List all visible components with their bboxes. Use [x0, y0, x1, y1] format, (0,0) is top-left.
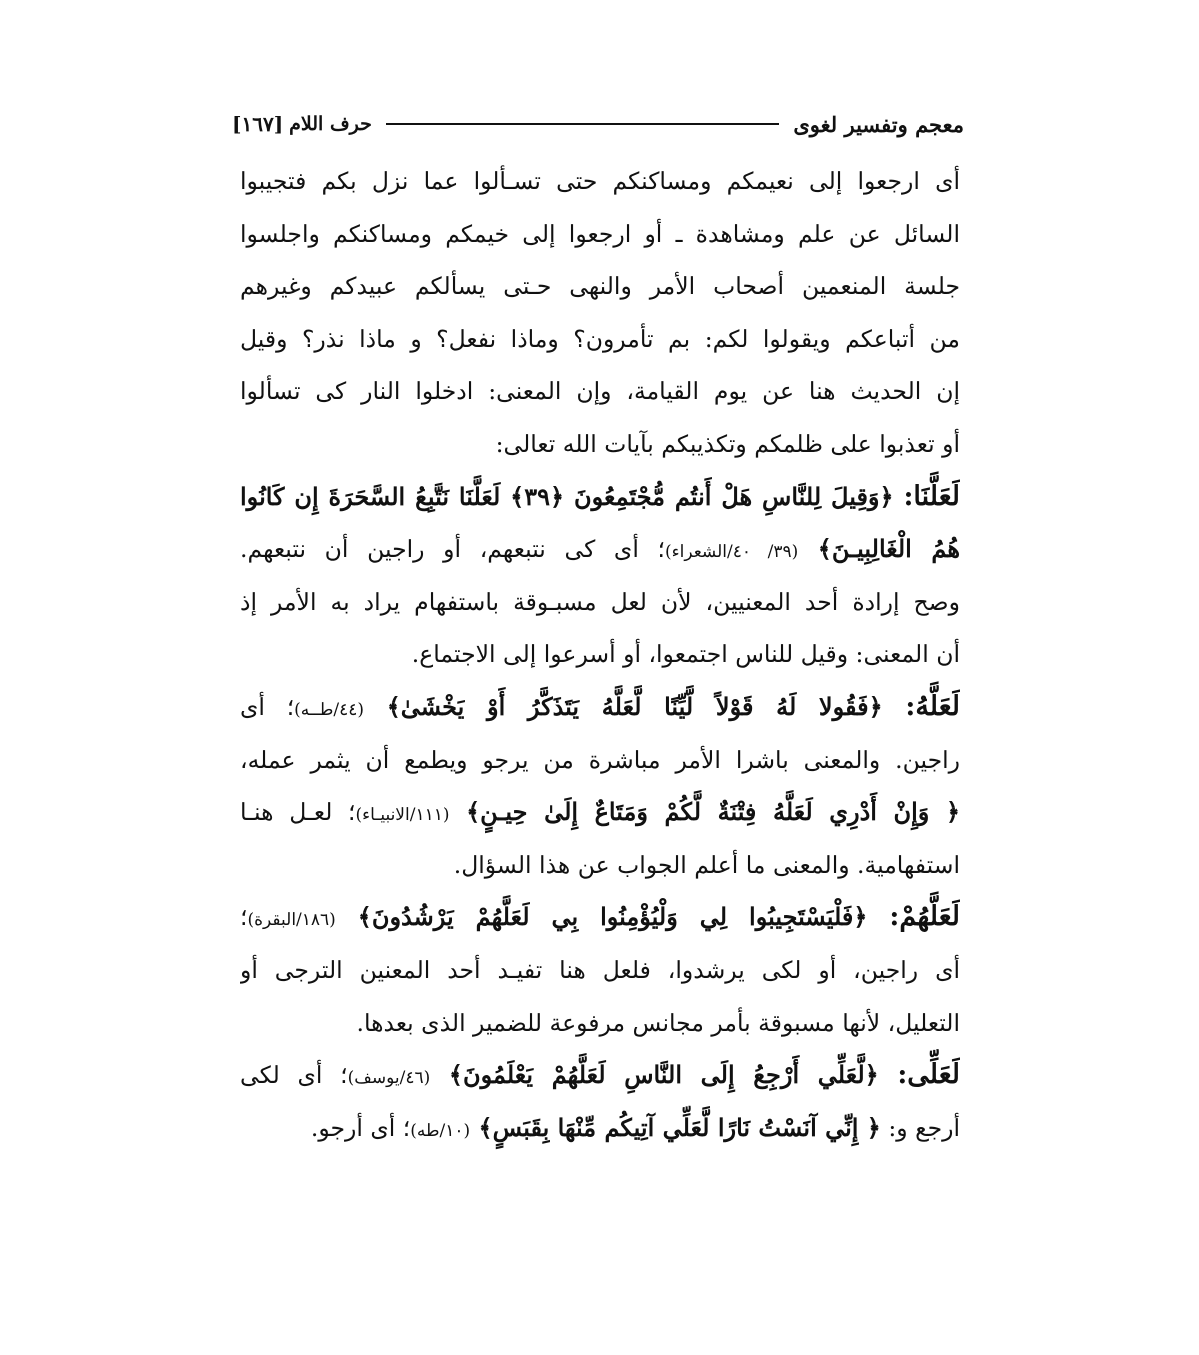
header-rule [386, 123, 779, 125]
body-text: وصح إرادة أحد المعنيين، لأن لعل مسبـوقة باستفهام يراد به الأمر إذ [240, 587, 960, 616]
text-line [240, 471, 960, 524]
text-line [240, 944, 960, 997]
text-line [240, 1102, 960, 1155]
body-text: ؛ [240, 903, 248, 932]
verse-reference: (١١١/الانبيـاء) [355, 805, 450, 826]
text-line [240, 260, 960, 313]
text-line [240, 523, 960, 576]
verse-reference: (٤٦/يوسف) [347, 1068, 431, 1089]
quran-verse: ﴿فَلْيَسْتَجِيبُوا لِي وَلْيُؤْمِنُوا بِي لَعَلَّهُمْ يَرْشُدُونَ﴾ [335, 902, 890, 932]
paragraph [240, 681, 960, 891]
text-line [240, 313, 960, 366]
verse-reference: (١٠/طه) [410, 1120, 471, 1141]
body-text: ؛ لعـل هنـا [240, 798, 356, 827]
entry-term: لَعَلِّى: [897, 1059, 960, 1091]
text-line [240, 1049, 960, 1102]
body-text: من أتباعكم ويقولوا لكم: بم تأمرون؟ وماذا نفعل؟ و ماذا نذر؟ وقيل [240, 324, 960, 353]
text-line [240, 839, 960, 892]
paragraph [240, 155, 960, 471]
book-title: معجم وتفسير لغوى [793, 111, 964, 137]
text-line [240, 891, 960, 944]
body-text: إن الحديث هنا عن يوم القيامة، وإن المعنى: ادخلوا النار كى تسألوا [240, 377, 960, 406]
body-text: ؛ أى لكى [240, 1061, 348, 1090]
body-text: أرجع و: [880, 1113, 960, 1142]
page-body [240, 155, 960, 1154]
text-line [240, 155, 960, 208]
text-line [240, 576, 960, 629]
body-text: أن المعنى: وقيل للناس اجتمعوا، أو أسرعوا إلى الاجتماع. [411, 640, 960, 669]
body-text: ؛ أى أرجو. [310, 1113, 411, 1142]
paragraph [240, 891, 960, 1049]
quran-verse: ﴿لَّعَلِّي أَرْجِعُ إِلَى النَّاسِ لَعَلَّهُمْ يَعْلَمُونَ﴾ [430, 1060, 898, 1090]
text-line [240, 628, 960, 681]
quran-verse: ﴿وَقِيلَ لِلنَّاسِ هَلْ أَنتُم مُّجْتَمِعُونَ ﴿٣٩﴾ لَعَلَّنَا نَتَّبِعُ السَّحَرَةَ إِن كَانُوا [240, 481, 904, 511]
body-text: استفهامية. والمعنى ما أعلم الجواب عن هذا السؤال. [453, 850, 960, 879]
body-text: أو تعذبوا على ظلمكم وتكذيبكم بآيات الله تعالى: [495, 429, 960, 458]
text-line [240, 786, 960, 839]
body-text: جلسة المنعمين أصحاب الأمر والنهى حـتى يسألكم عبيدكم وغيرهم [240, 272, 960, 301]
body-text: راجين. والمعنى باشرا الأمر مباشرة من يرجو ويطمع أن يثمر عمله، [240, 745, 960, 774]
entry-term: لَعَلَّهُمْ: [889, 901, 960, 933]
text-line [240, 734, 960, 787]
text-line [240, 208, 960, 261]
quran-verse: ﴿ وَإِنْ أَدْرِي لَعَلَّهُ فِتْنَةٌ لَّكُمْ وَمَتَاعٌ إِلَىٰ حِيـنٍ﴾ [449, 797, 960, 827]
page-number: [١٦٧] [232, 112, 284, 136]
text-line [240, 681, 960, 734]
body-text: ؛ أى [240, 692, 295, 721]
entry-term: لَعَلَّنَا: [903, 480, 960, 512]
quran-verse: هُمُ الْغَالِبِيـنَ﴾ [798, 534, 960, 564]
quran-verse: ﴿ إِنِّي آنَسْتُ نَارًا لَّعَلِّي آتِيكُم مِّنْهَا بِقَبَسٍ﴾ [470, 1112, 881, 1142]
body-text: التعليل، لأنها مسبوقة بأمر مجانس مرفوعة للضمير الذى بعدها. [356, 1008, 960, 1037]
body-text: أى ارجعوا إلى نعيمكم ومساكنكم حتى تسـألوا عما نزل بكم فتجيبوا [240, 167, 960, 195]
paragraph [240, 471, 960, 681]
running-header [232, 106, 964, 142]
body-text: ؛ أى كى نتبعهم، أو راجين أن نتبعهم. [240, 535, 665, 564]
section-title: حرف اللام [289, 113, 372, 135]
body-text: السائل عن علم ومشاهدة ـ أو ارجعوا إلى خيمكم ومساكنكم واجلسوا [240, 219, 960, 248]
verse-reference: (٤٤/طــه) [294, 699, 365, 720]
body-text: أى راجين، أو لكى يرشدوا، فلعل هنا تفيـد أحد المعنين الترجى أو [240, 955, 960, 984]
verse-reference: (١٨٦/البقرة) [247, 910, 336, 931]
quran-verse: ﴿فَقُولا لَهُ قَوْلاً لَّيِّنًا لَّعَلَّهُ يَتَذَكَّرُ أَوْ يَخْشَىٰ﴾ [364, 691, 906, 721]
text-line [240, 418, 960, 471]
entry-term: لَعَلَّهُ: [905, 690, 960, 722]
verse-reference: (٣٩/ ٤٠/الشعراء) [665, 542, 799, 563]
text-line [240, 997, 960, 1050]
text-line [240, 365, 960, 418]
paragraph [240, 1049, 960, 1154]
